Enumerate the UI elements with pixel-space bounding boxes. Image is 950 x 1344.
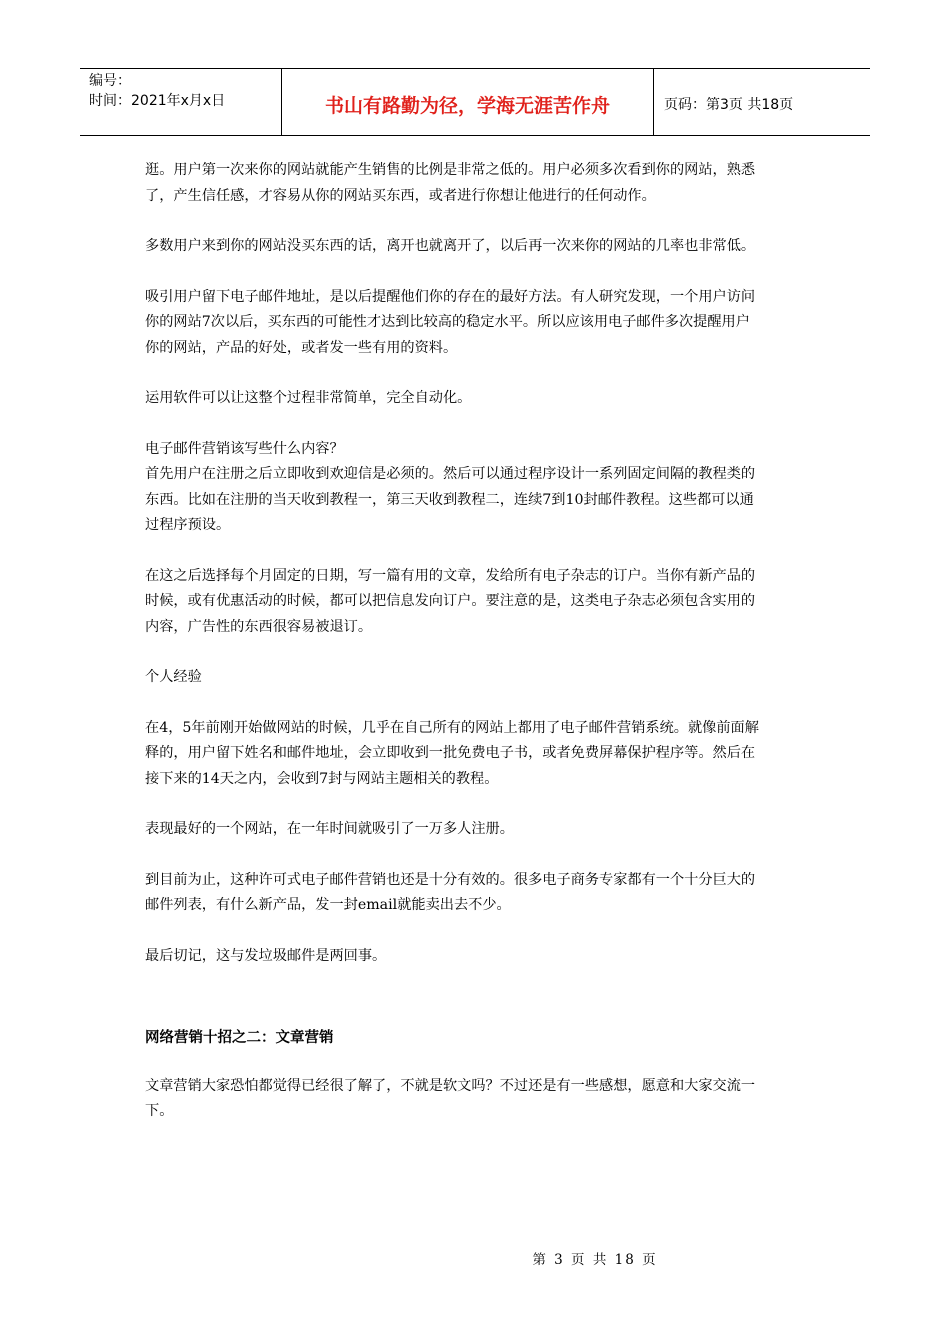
paragraph: 逛。用户第一次来你的网站就能产生销售的比例是非常之低的。用户必须多次看到你的网站，熟悉了，产生信任感，才容易从你的网站买东西，或者进行你想让他进行的任何动作。 (145, 162, 756, 204)
header-motto: 书山有路勤为径，学海无涯苦作舟 (282, 69, 654, 135)
paragraph: 在这之后选择每个月固定的日期，写一篇有用的文章，发给所有电子杂志的订户。当你有新产品的时候，或有优惠活动的时候，都可以把信息发向订户。要注意的是，这类电子杂志必须包含实用的内容，广告性的东西很容易被退订。 (145, 567, 756, 635)
paragraph: 多数用户来到你的网站没买东西的话，离开也就离开了，以后再一次来你的网站的几率也非常低。 (145, 238, 756, 254)
paragraph: 运用软件可以让这整个过程非常简单，完全自动化。 (145, 390, 472, 406)
document-body (145, 158, 760, 1150)
page-header (80, 68, 870, 136)
paragraph: 吸引用户留下电子邮件地址，是以后提醒他们你的存在的最好方法。有人研究发现，一个用户访问你的网站7次以后，买东西的可能性才达到比较高的稳定水平。所以应该用电子邮件多次提醒用户你的网站，产品的好处，或者发一些有用的资料。 (145, 288, 756, 356)
paragraph: 表现最好的一个网站，在一年时间就吸引了一万多人注册。 (145, 821, 514, 837)
paragraph: 在4，5年前刚开始做网站的时候，几乎在自己所有的网站上都用了电子邮件营销系统。就像前面解释的，用户留下姓名和邮件地址，会立即收到一批免费电子书，或者免费屏幕保护程序等。然后在接下来的14天之内，会收到7封与网站主题相关的教程。 (145, 719, 759, 787)
paragraph-question: 电子邮件营销该写些什么内容？ (145, 440, 344, 457)
paragraph: 文章营销大家恐怕都觉得已经很了解了，不就是软文吗？不过还是有一些感想，愿意和大家交流一下。 (145, 1077, 756, 1119)
paragraph: 到目前为止，这种许可式电子邮件营销也还是十分有效的。很多电子商务专家都有一个十分巨大的邮件列表，有什么新产品，发一封email就能卖出去不少。 (145, 871, 756, 913)
number-label: 编号： (89, 73, 131, 89)
subheading-personal-experience: 个人经验 (145, 669, 202, 685)
header-page-info: 页码：第3页 共18页 (664, 97, 794, 113)
section-title: 网络营销十招之二：文章营销 (145, 1030, 334, 1046)
paragraph: 最后切记，这与发垃圾邮件是两回事。 (145, 947, 387, 964)
header-meta (80, 69, 282, 135)
paragraph: 首先用户在注册之后立即收到欢迎信是必须的。然后可以通过程序设计一系列固定间隔的教程类的东西。比如在注册的当天收到教程一，第三天收到教程二，连续7到10封邮件教程。这些都可以通过程序预设。 (145, 466, 756, 533)
time-label: 时间：2021年x月x日 (89, 93, 226, 109)
page-footer: 第 3 页 共 18 页 (532, 1252, 658, 1268)
